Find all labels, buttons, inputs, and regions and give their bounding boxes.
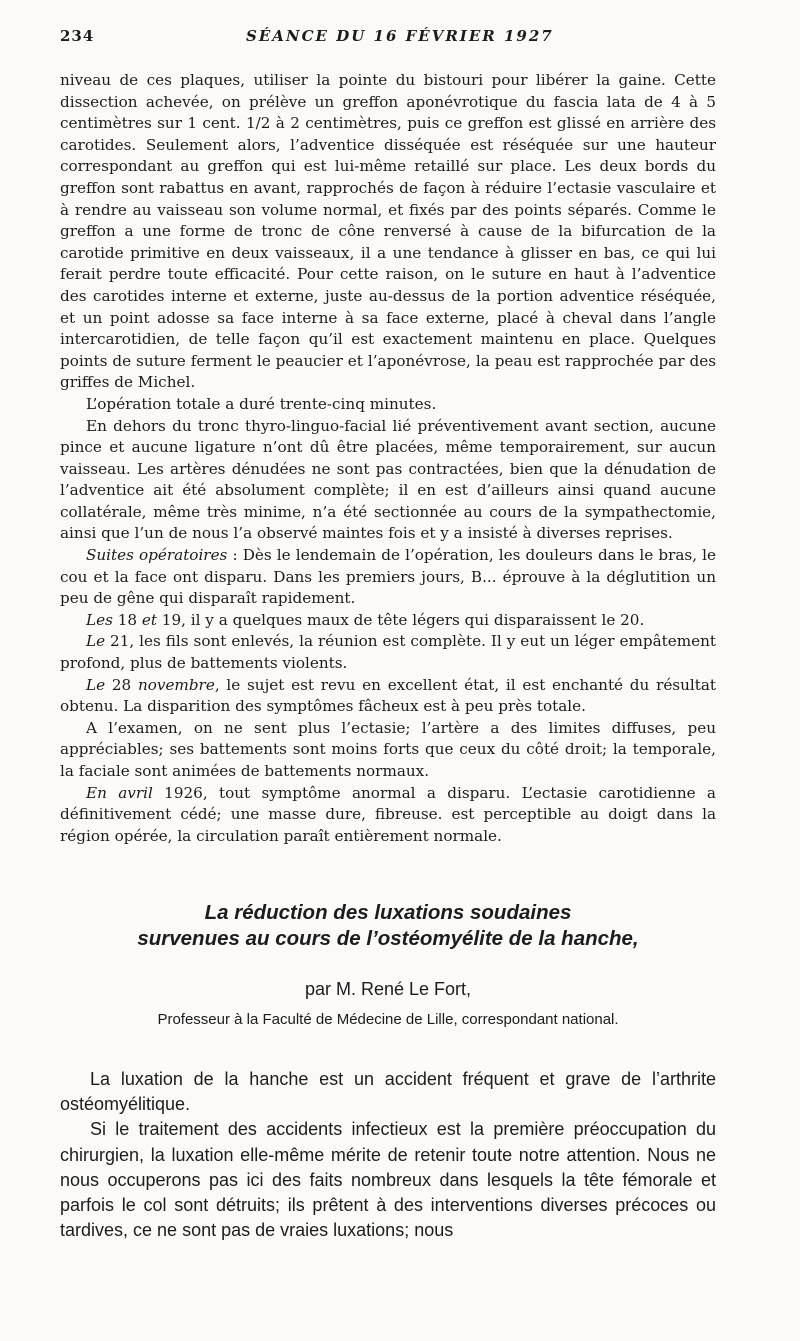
italic-segment: et xyxy=(141,610,157,629)
italic-segment: Suites opératoires xyxy=(86,546,228,565)
italic-segment: Le xyxy=(86,632,106,651)
paragraph: La luxation de la hanche est un accident fréquent et grave de l’arthrite ostéomyélitique. xyxy=(60,1069,716,1115)
article-body xyxy=(60,1067,716,1243)
italic-segment: En avril xyxy=(86,783,153,802)
text-segment: 21, les fils sont enlevés, la réunion est complète. Il y eut un léger empâtement profond, plus de battements violents. xyxy=(60,632,716,673)
running-title: SÉANCE DU 16 FÉVRIER 1927 xyxy=(246,27,554,45)
italic-segment: Le xyxy=(86,675,106,694)
text-segment: L’opération totale a duré trente-cinq minutes. xyxy=(86,394,437,413)
article-title-line: La réduction des luxations soudaines xyxy=(204,901,572,924)
text-segment: 18 xyxy=(112,610,142,629)
paragraph xyxy=(60,394,716,416)
text-segment: En dehors du tronc thyro-linguo-facial lié préventivement avant section, aucune pince et aucune ligature n’ont dû être placées, même temporairement, sur aucun vaisseau. Les artères dénudées ne sont pas contractées, bien que la dénudation de l’adventice ait été absolument complète; il en est d’ailleurs ainsi quand aucune collatérale, même très minime, n’a été sectionnée au cours de la sympathectomie, ainsi que l’un de nous l’a observé maintes fois et y a insisté à diverses reprises. xyxy=(60,416,716,543)
page-number: 234 xyxy=(60,27,95,45)
paragraph xyxy=(60,610,716,632)
author-affiliation: Professeur à la Faculté de Médecine de Lille, correspondant national. xyxy=(157,1011,619,1028)
italic-segment: novembre xyxy=(137,675,215,694)
paragraph xyxy=(60,675,716,718)
text-segment: niveau de ces plaques, utiliser la pointe du bistouri pour libérer la gaine. Cette dissection achevée, on prélève un greffon aponévrotique du fascia lata de 4 à 5 centimètres sur 1 cent. 1/2 à 2 centimètres, puis ce greffon est glissé en arrière des carotides. Seulement alors, l’adventice disséquée est réséquée sur une hauteur correspondant au greffon qui est lui-même retaillé sur place. Les deux bords du greffon sont rabattus en avant, rapprochés de façon à réduire l’ectasie vasculaire et à rendre au vaisseau son volume normal, et fixés par des points séparés. Comme le greffon a une forme de tronc de cône renversé à cause de la bifurcation de la carotide primitive en deux vaisseaux, il a une tendance à glisser en bas, ce qui lui ferait perdre toute efficacité. Pour cette raison, on le suture en haut à l’adventice des carotides interne et externe, juste au-dessus de la portion adventice réséquée, et un point adosse sa face interne à sa face externe, placé à cheval dans l’angle intercarotidien, de telle façon qu’il est exactement maintenu en place. Quelques points de suture ferment le peaucier et l’aponévrose, la peau est rapprochée par des griffes de Michel. xyxy=(60,71,716,392)
paragraph xyxy=(60,783,716,848)
paragraph xyxy=(60,718,716,783)
article-title xyxy=(60,900,716,952)
text-segment: 19, il y a quelques maux de tête légers qui disparaissent le 20. xyxy=(156,610,645,629)
paragraph xyxy=(60,631,716,674)
paragraph xyxy=(60,416,716,546)
article-title-line: survenues au cours de l’ostéomyélite de la hanche, xyxy=(137,927,639,950)
running-head xyxy=(60,27,720,51)
text-segment: : Dès le lendemain de l’opération, les douleurs dans le bras, le cou et la face ont disparu. Dans les premiers jours, B... éprouve à la déglutition un peu de gêne qui disparaît rapidement. xyxy=(60,546,716,608)
italic-segment: Les xyxy=(86,610,113,629)
paragraph xyxy=(60,545,716,610)
text-segment: , le sujet est revu en excellent état, il est enchanté du résultat obtenu. La disparition des symptômes fâcheux est à peu près totale. xyxy=(60,675,717,716)
text-segment: 28 xyxy=(105,675,138,694)
paragraph: Si le traitement des accidents infectieux est la première préoccupation du chirurgien, la luxation elle-même mérite de retenir toute notre attention. Nous ne nous occuperons pas ici des faits nombreux dans lesquels la tête fémorale et parfois le col sont détruits; ils prêtent à des interventions diverses précoces ou tardives, ce ne sont pas de vraies luxations; nous xyxy=(60,1119,716,1241)
author-byline: par M. René Le Fort, xyxy=(304,979,472,999)
continuation-text xyxy=(60,70,716,847)
paragraph xyxy=(60,70,716,394)
text-segment: A l’examen, on ne sent plus l’ectasie; l’artère a des limites diffuses, peu appréciables; ses battements sont moins forts que ceux du côté droit; la temporale, la faciale sont animées de battements normaux. xyxy=(60,718,716,780)
text-segment: 1926, tout symptôme anormal a disparu. L’ectasie carotidienne a définitivement cédé; une masse dure, fibreuse. est perceptible au doigt dans la région opérée, la circulation paraît entièrement normale. xyxy=(60,783,716,845)
